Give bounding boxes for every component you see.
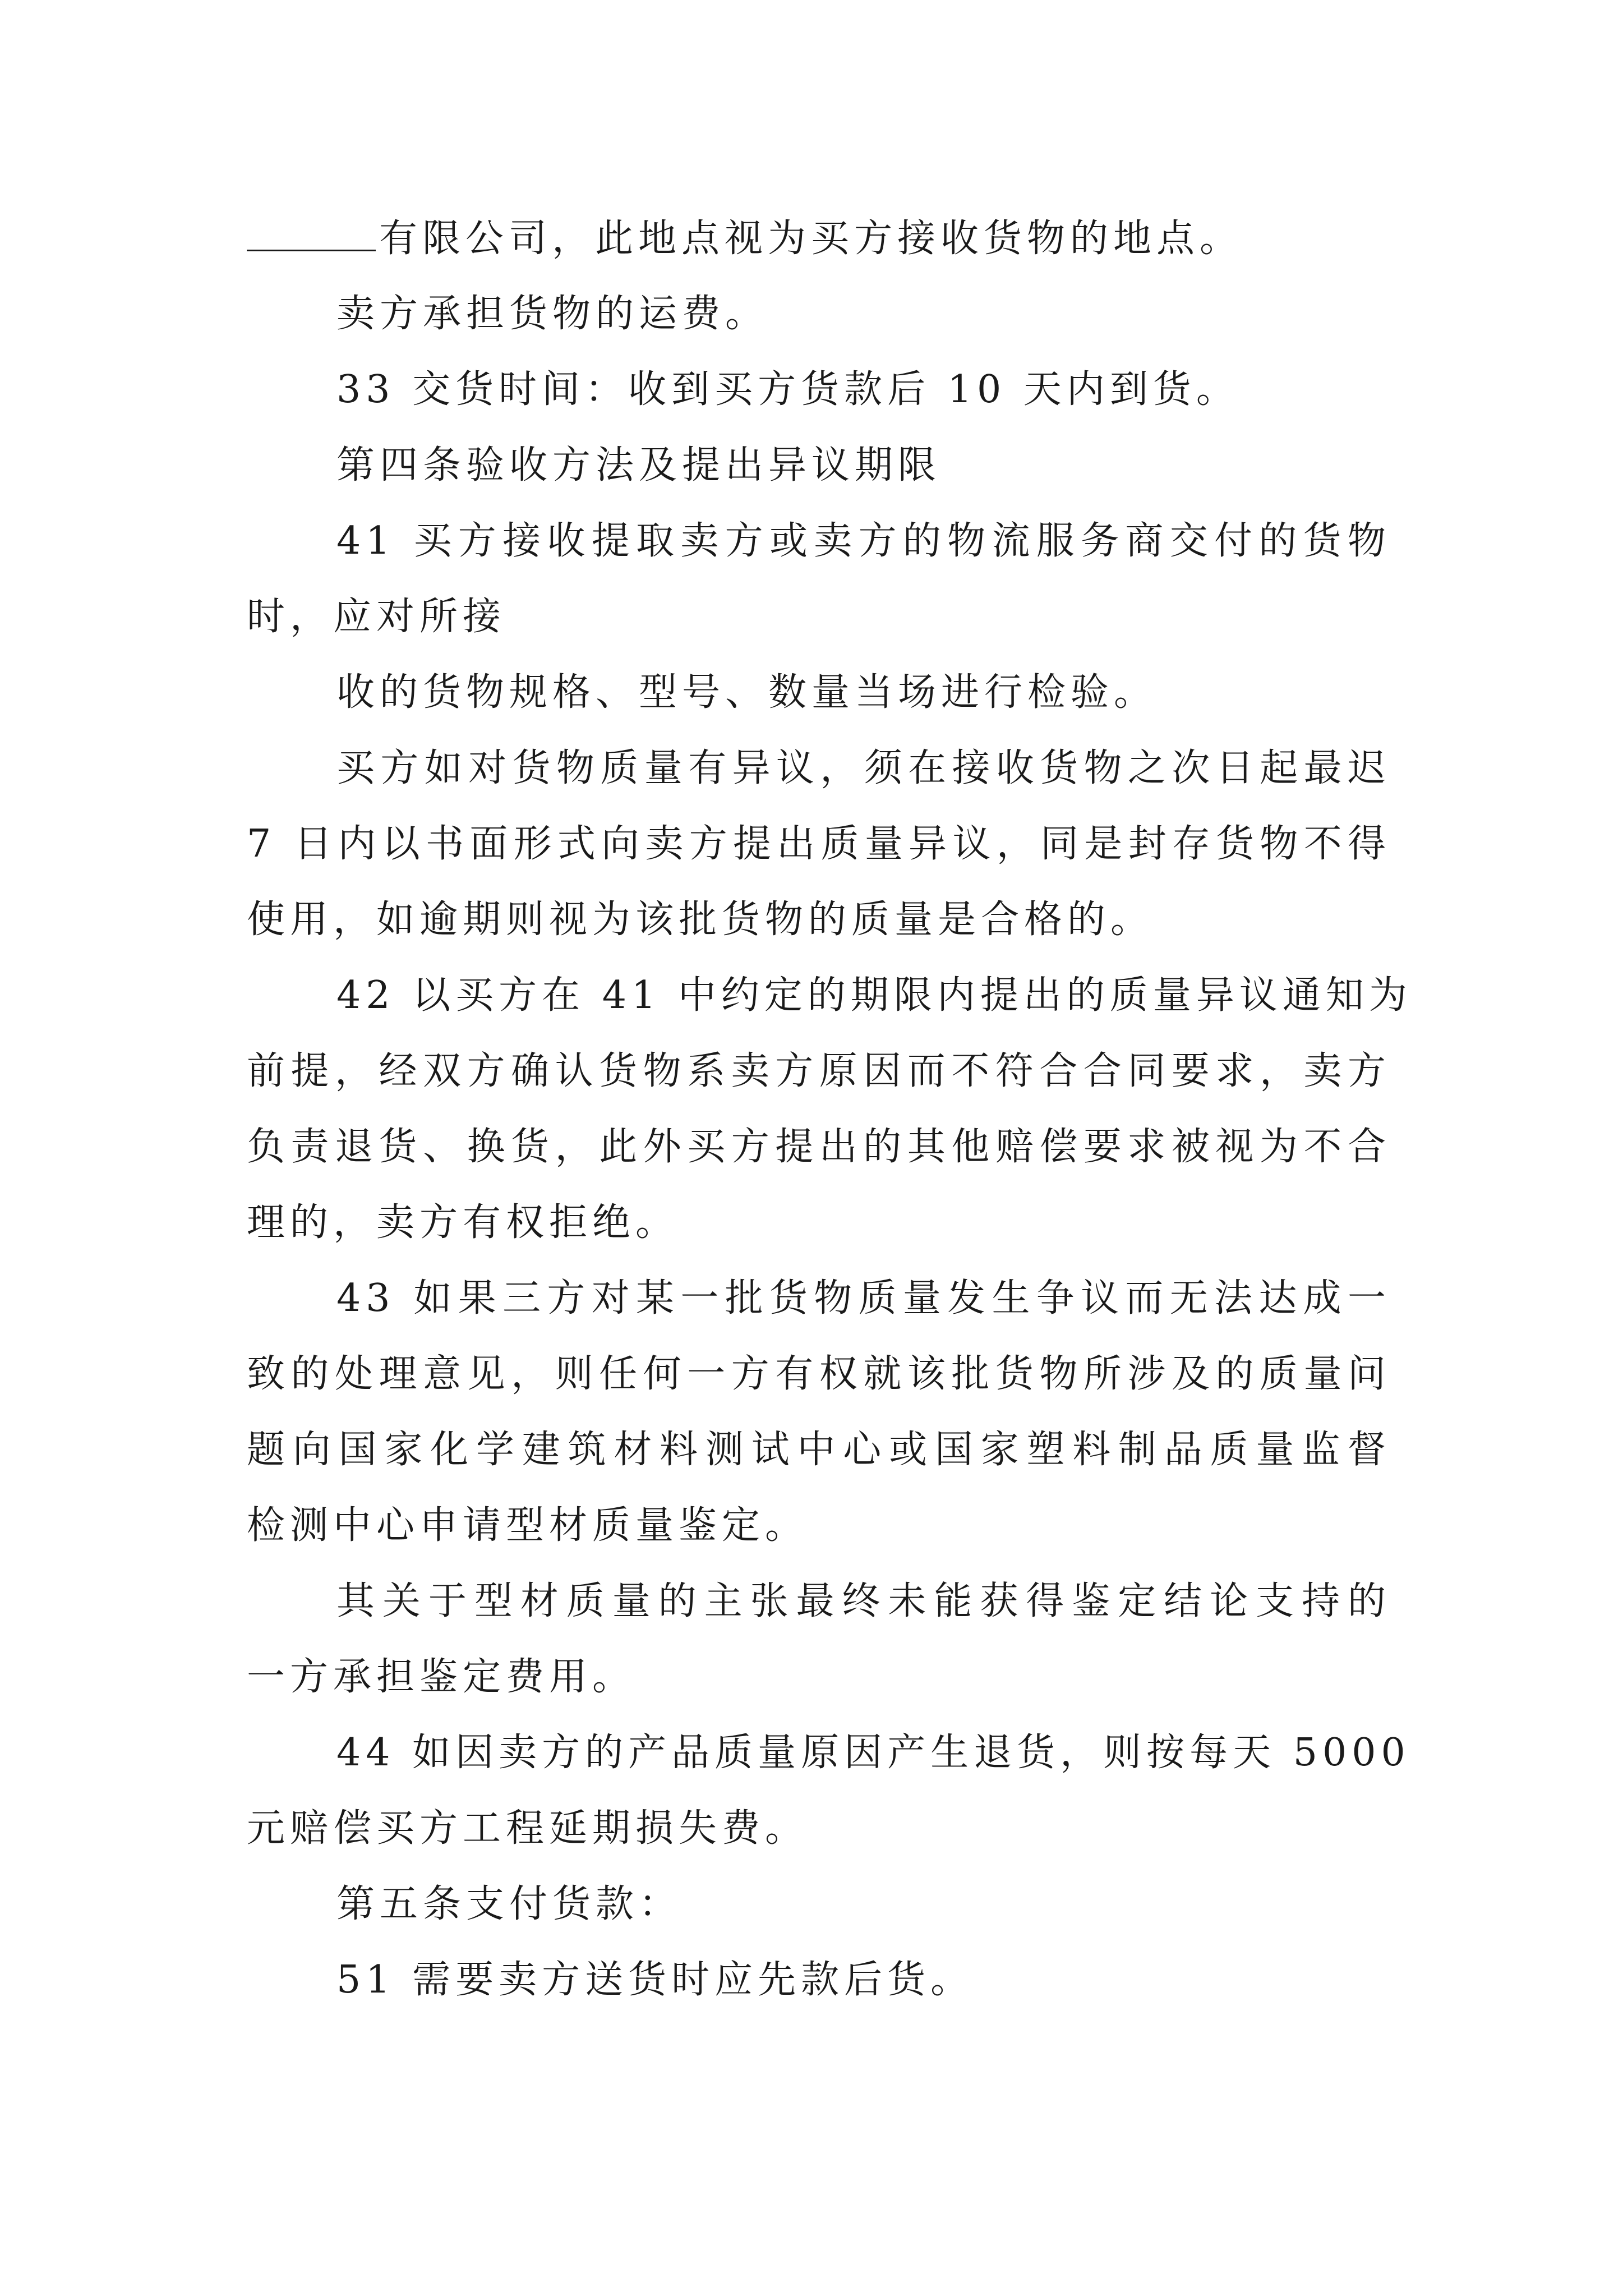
section-heading: 第四条验收方法及提出异议期限 [336,443,942,487]
paragraph-line: 致的处理意见，则任何一方有权就该批货物所涉及的质量问 [247,1352,1391,1396]
paragraph-line: 其关于型材质量的主张最终未能获得鉴定结论支持的 [336,1579,1391,1623]
paragraph-line: 42 以买方在 41 中约定的期限内提出的质量异议通知为 [336,973,1412,1018]
line-text: 有限公司，此地点视为买方接收货物的地点。 [379,217,1243,261]
paragraph-line: 收的货物规格、型号、数量当场进行检验。 [336,670,1158,715]
paragraph-line: 卖方承担货物的运费。 [336,292,769,336]
paragraph-line: 7 日内以书面形式向卖方提出质量异议，同是封存货物不得 [247,822,1391,866]
fill-in-blank [247,216,376,251]
paragraph-line: 时，应对所接 [247,595,506,639]
paragraph-line: 题向国家化学建筑材料测试中心或国家塑料制品质量监督 [247,1428,1391,1472]
paragraph-line: 51 需要卖方送货时应先款后货。 [336,1958,974,2002]
paragraph-line: 检测中心申请型材质量鉴定。 [247,1503,809,1548]
paragraph-line: 一方承担鉴定费用。 [247,1655,636,1699]
paragraph-line: 前提，经双方确认货物系卖方原因而不符合合同要求，卖方 [247,1049,1391,1093]
paragraph-line [247,216,1391,261]
paragraph-line: 买方如对货物质量有异议，须在接收货物之次日起最迟 [336,746,1391,790]
section-heading: 第五条支付货款： [336,1882,683,1926]
paragraph-line: 元赔偿买方工程延期损失费。 [247,1806,809,1851]
paragraph-line: 44 如因卖方的产品质量原因产生退货，则按每天 5000 [336,1731,1410,1775]
paragraph-line: 负责退货、换货，此外买方提出的其他赔偿要求被视为不合 [247,1125,1391,1169]
paragraph-line: 理的，卖方有权拒绝。 [247,1200,679,1245]
paragraph-line: 33 交货时间：收到买方货款后 10 天内到货。 [336,367,1239,412]
paragraph-line: 41 买方接收提取卖方或卖方的物流服务商交付的货物 [336,519,1391,563]
paragraph-line: 使用，如逾期则视为该批货物的质量是合格的。 [247,898,1154,942]
paragraph-line: 43 如果三方对某一批货物质量发生争议而无法达成一 [336,1276,1391,1320]
